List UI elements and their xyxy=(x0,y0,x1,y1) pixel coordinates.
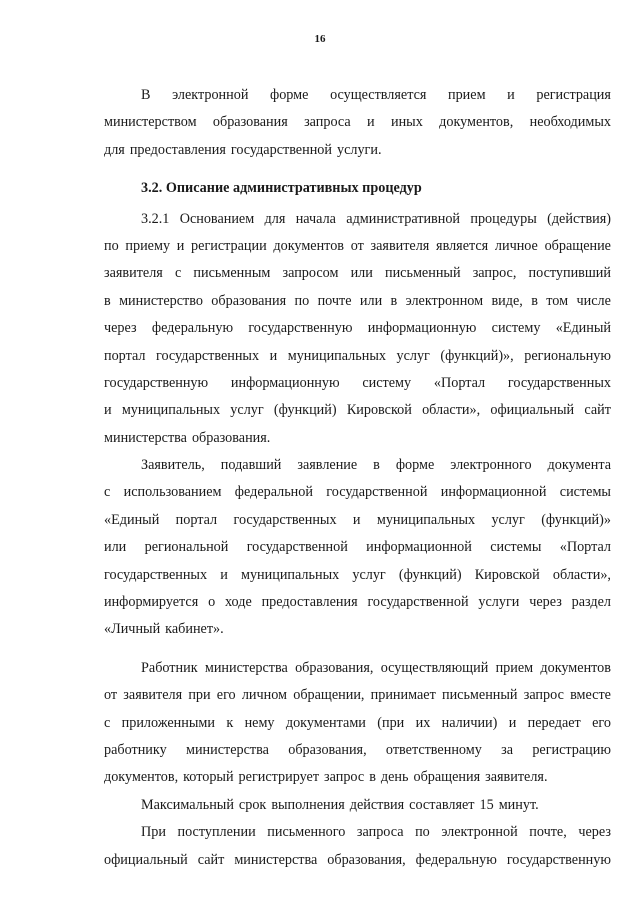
paragraph-email xyxy=(104,819,611,874)
word: через xyxy=(529,594,562,611)
word: к xyxy=(226,714,234,731)
word: числе xyxy=(576,292,611,309)
word: кабинет». xyxy=(165,621,224,638)
word: государственных xyxy=(507,374,611,391)
text-line xyxy=(104,425,611,452)
word: (функций) xyxy=(273,402,337,419)
text-line xyxy=(104,452,611,479)
paragraph-applicant xyxy=(104,452,611,644)
word: министерством xyxy=(104,114,197,131)
text-line xyxy=(104,137,611,164)
word: запрос, xyxy=(472,265,517,282)
word: запрос xyxy=(523,687,564,704)
word: запросом xyxy=(282,265,339,282)
word: или xyxy=(350,265,373,282)
word: Максимальный xyxy=(141,796,234,813)
word: «Единый xyxy=(555,320,611,337)
word: ответственному xyxy=(385,741,482,758)
word: поступивший xyxy=(528,265,611,282)
word: их xyxy=(415,714,431,731)
word: информационную xyxy=(230,374,340,391)
word: информационной xyxy=(366,539,472,556)
word: является xyxy=(436,237,489,254)
word: от xyxy=(350,237,364,254)
text-line xyxy=(104,737,611,764)
paragraph-max-time xyxy=(104,792,611,819)
word: заявителя xyxy=(123,687,183,704)
text-line xyxy=(104,109,611,136)
word: предоставления xyxy=(261,594,358,611)
word: в xyxy=(104,292,111,309)
word: образования xyxy=(212,114,288,131)
text-line xyxy=(104,479,611,506)
word: заявителя xyxy=(104,265,163,282)
word: образования, xyxy=(295,659,374,676)
section-heading: 3.2. Описание административных процедур xyxy=(141,180,422,197)
word: в xyxy=(531,292,538,309)
word: сайт xyxy=(197,851,225,868)
word: письменный xyxy=(441,687,518,704)
word: начала xyxy=(295,210,336,227)
text-line xyxy=(104,288,611,315)
word: услуг xyxy=(491,511,525,528)
word: Кировской xyxy=(346,402,412,419)
word: регистрацию xyxy=(532,741,611,758)
word: документа xyxy=(547,457,611,474)
word: документами xyxy=(285,714,366,731)
word: подавший xyxy=(220,457,282,474)
text-line xyxy=(104,534,611,561)
word: через xyxy=(104,320,137,337)
word: действия xyxy=(349,796,405,813)
word: информационной xyxy=(440,484,547,501)
word: осуществляется xyxy=(330,87,427,103)
word: министерства xyxy=(185,741,269,758)
word: государственной xyxy=(230,141,332,158)
word: и xyxy=(220,566,228,583)
word: системы xyxy=(490,539,542,556)
word: В xyxy=(141,87,151,103)
word: том xyxy=(546,292,569,309)
word: или xyxy=(359,292,383,309)
word: иных xyxy=(390,114,423,131)
word: составляет xyxy=(409,796,475,813)
word: региональной xyxy=(144,539,229,556)
word: день xyxy=(380,769,409,786)
word: услуг xyxy=(230,402,264,419)
word: раздел xyxy=(571,594,611,611)
word: услуг xyxy=(352,566,386,583)
word: в xyxy=(390,292,398,309)
word: федеральную xyxy=(151,320,234,337)
word: нему xyxy=(244,714,275,731)
word: документов xyxy=(273,237,344,254)
word: его xyxy=(216,687,236,704)
text-line xyxy=(104,616,611,643)
word: прием xyxy=(495,659,534,676)
word: и xyxy=(367,114,375,131)
word: При xyxy=(141,824,166,841)
word: услуги xyxy=(478,594,520,611)
text-line xyxy=(104,710,611,737)
word: государственной xyxy=(326,484,428,501)
word: административной xyxy=(346,210,461,227)
word: по xyxy=(104,237,119,254)
word: приложенными xyxy=(121,714,215,731)
word: услуг xyxy=(396,347,430,364)
text-line xyxy=(104,847,611,874)
word: форме xyxy=(395,457,435,474)
page-number: 16 xyxy=(314,33,326,45)
word: Кировской xyxy=(474,566,540,583)
word: (функций) xyxy=(398,566,462,583)
word: за xyxy=(501,741,514,758)
word: регистрирует xyxy=(238,769,320,786)
word: срок xyxy=(238,796,267,813)
word: запрос xyxy=(324,769,365,786)
text-line xyxy=(104,343,611,370)
word: письменный xyxy=(385,265,461,282)
word: электронной xyxy=(172,87,249,103)
word: и xyxy=(508,714,517,731)
word: регистрация xyxy=(536,87,611,103)
word: процедуры xyxy=(470,210,537,227)
word: и xyxy=(176,237,185,254)
text-line xyxy=(104,655,611,682)
word: государственную xyxy=(248,320,353,337)
word: муниципальных xyxy=(240,566,340,583)
word: министерства xyxy=(204,659,288,676)
word: обращение xyxy=(544,237,611,254)
word: информируется xyxy=(104,594,199,611)
word: государственную xyxy=(506,851,611,868)
word: почте, xyxy=(529,824,567,841)
word: с xyxy=(104,714,111,731)
word: образования. xyxy=(191,429,271,446)
word: 15 xyxy=(479,796,494,813)
text-line xyxy=(104,507,611,534)
paragraph-3-2-1 xyxy=(104,206,611,453)
intro-paragraph xyxy=(104,82,611,164)
word: запроса xyxy=(356,824,404,841)
word: принимает xyxy=(370,687,436,704)
word: (функций)» xyxy=(541,511,611,528)
word: муниципальных xyxy=(121,402,221,419)
word: необходимых xyxy=(529,114,611,131)
word: его xyxy=(592,714,611,731)
word: государственных xyxy=(233,511,337,528)
document-body xyxy=(104,82,611,874)
word: обращении, xyxy=(293,687,365,704)
word: области», xyxy=(422,402,481,419)
word: с xyxy=(104,484,111,501)
word: региональную xyxy=(524,347,611,364)
word: систему xyxy=(491,320,541,337)
word: муниципальных xyxy=(376,511,476,528)
word: портал xyxy=(104,347,146,364)
word: государственных xyxy=(104,566,208,583)
word: электронного xyxy=(450,457,532,474)
word: и xyxy=(269,347,278,364)
word: обращения xyxy=(413,769,481,786)
text-line xyxy=(104,589,611,616)
word: при xyxy=(188,687,211,704)
text-line xyxy=(104,315,611,342)
word: документов, xyxy=(104,769,179,786)
word: 3.2.1 xyxy=(141,210,170,227)
word: форме xyxy=(270,87,309,103)
word: Основанием xyxy=(179,210,255,227)
word: министерства xyxy=(234,851,318,868)
word: электронной xyxy=(441,824,518,841)
text-line xyxy=(104,82,611,109)
word: образования, xyxy=(327,851,406,868)
word: образования xyxy=(211,292,287,309)
word: области», xyxy=(552,566,611,583)
word: личном xyxy=(241,687,288,704)
word: (функций)», xyxy=(440,347,514,364)
word: (действия) xyxy=(547,210,611,227)
word: «Единый xyxy=(104,511,160,528)
text-line xyxy=(104,682,611,709)
word: документов xyxy=(540,659,611,676)
word: заявителя xyxy=(370,237,430,254)
word: прием xyxy=(448,87,486,103)
word: официальный xyxy=(490,402,575,419)
word: федеральную xyxy=(415,851,497,868)
word: официальный xyxy=(104,851,188,868)
word: осуществляющий xyxy=(380,659,489,676)
word: портал xyxy=(175,511,218,528)
word: министерства xyxy=(104,429,187,446)
word: государственной xyxy=(367,594,469,611)
word: наличии) xyxy=(441,714,498,731)
word: для xyxy=(104,141,125,158)
word: приему xyxy=(125,237,171,254)
word: муниципальных xyxy=(287,347,386,364)
word: почте xyxy=(317,292,352,309)
word: с xyxy=(174,265,182,282)
word: вместе xyxy=(570,687,611,704)
word: информационную xyxy=(367,320,477,337)
paragraph-employee xyxy=(104,655,611,792)
text-line xyxy=(104,397,611,424)
word: заявление xyxy=(297,457,358,474)
word: от xyxy=(104,687,118,704)
word: письменного xyxy=(267,824,346,841)
word: использованием xyxy=(123,484,222,501)
word: сайт xyxy=(584,402,611,419)
word: по xyxy=(294,292,310,309)
word: регистрации xyxy=(191,237,267,254)
word: образования, xyxy=(288,741,367,758)
word: виде, xyxy=(491,292,523,309)
word: (при xyxy=(377,714,405,731)
text-line xyxy=(104,260,611,287)
text-line xyxy=(104,819,611,846)
word: заявителя. xyxy=(485,769,548,786)
word: и xyxy=(104,402,112,419)
word: через xyxy=(578,824,611,841)
word: «Личный xyxy=(104,621,161,638)
word: предоставления xyxy=(129,141,226,158)
text-line xyxy=(104,206,611,233)
word: запроса xyxy=(304,114,351,131)
word: услуги. xyxy=(336,141,382,158)
word: в xyxy=(373,457,380,474)
word: «Портал xyxy=(559,539,611,556)
word: документов, xyxy=(439,114,514,131)
word: работнику xyxy=(104,741,167,758)
word: ходе xyxy=(224,594,252,611)
word: федеральной xyxy=(234,484,313,501)
text-line xyxy=(104,370,611,397)
word: и xyxy=(507,87,515,103)
text-line xyxy=(104,562,611,589)
word: для xyxy=(264,210,286,227)
word: государственных xyxy=(156,347,260,364)
word: Работник xyxy=(141,659,198,676)
word: и xyxy=(352,511,361,528)
word: передает xyxy=(527,714,581,731)
word: или xyxy=(104,539,127,556)
text-line xyxy=(104,233,611,260)
word: о xyxy=(208,594,216,611)
word: государственную xyxy=(104,374,209,391)
word: системы xyxy=(559,484,611,501)
word: поступлении xyxy=(177,824,256,841)
word: «Портал xyxy=(433,374,486,391)
word: государственной xyxy=(246,539,348,556)
word: Заявитель, xyxy=(141,457,205,474)
word: систему xyxy=(362,374,412,391)
word: который xyxy=(183,769,234,786)
text-line xyxy=(104,764,611,791)
word: министерство xyxy=(119,292,203,309)
word: в xyxy=(369,769,376,786)
word: письменным xyxy=(193,265,271,282)
word: выполнения xyxy=(271,796,345,813)
word: по xyxy=(415,824,430,841)
word: минут. xyxy=(498,796,539,813)
text-line xyxy=(104,792,611,819)
word: личное xyxy=(494,237,538,254)
word: электронном xyxy=(405,292,484,309)
